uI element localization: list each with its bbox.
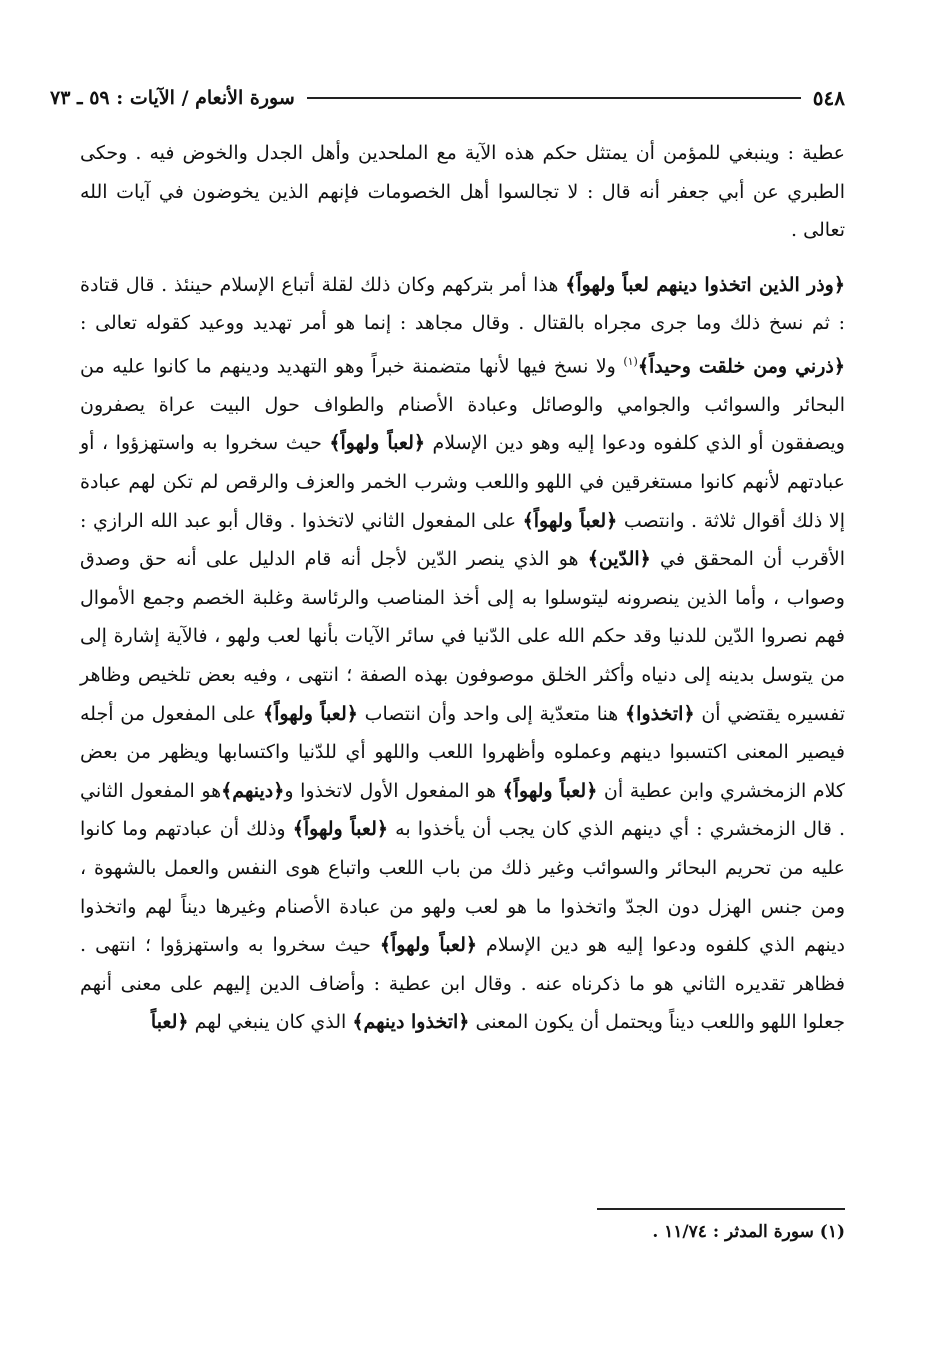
quran-quote: ﴿لعباً — [150, 1011, 189, 1034]
quran-quote: ﴿دينهم﴾ — [221, 779, 285, 802]
page-header — [50, 78, 845, 118]
quran-quote: ﴿لعباً ولهواً﴾ — [522, 509, 618, 532]
quran-quote: ﴿لعباً ولهواً﴾ — [292, 818, 389, 841]
text-run: حيث سخروا به واستهزؤوا ؛ انتهى . فظاهر تقديره الثاني هو ما ذكرناه عنه . وقال ابن عطية : وأضاف الدين إليهم على معنى أنهم جعلوا اللهو واللعب ديناً ويحتمل أن يكون المعنى — [80, 934, 845, 1034]
text-run: هو المفعول الأول لاتخذوا و — [284, 779, 503, 802]
text-run: هو الذي ينصر الدّين لأجل أنه قام الدليل على أنه حق وصدق وصواب ، وأما الذين ينصرونه ليتوسلوا به إلى أخذ المناصب والرئاسة وغلبة الخصم وجمع الأموال فهم نصروا الدّين للدنيا وقد حكم الله على الدّنيا في سائر الآيات بأنها لعب ولهو ، فالآية إشارة إلى من يتوسل بدينه إلى دنياه وأكثر الخلق موصوفون بهذه الصفة ؛ انتهى ، وفيه بعض تلخيص وظاهر تفسيره يقتضي أن — [80, 548, 845, 725]
footnote-rule — [597, 1208, 845, 1210]
text-run: على المفعول من أجله فيصير المعنى اكتسبوا دينهم وعملوه وأظهروا اللعب واللهو أي للدّنيا واكتسابها ويظهر من بعض كلام الزمخشري وابن عطية أن — [80, 702, 845, 802]
text-run: هذا أمر بتركهم وكان ذلك لقلة أتباع الإسلام حينئذ . قال قتادة : ثم نسخ ذلك وما جرى مجراه بالقتال . وقال مجاهد : إنما هو أمر تهديد ووعيد كقوله تعالى : — [80, 273, 845, 335]
paragraph-2 — [80, 266, 845, 1042]
quran-quote: ﴿اتخذوا دينهم﴾ — [352, 1011, 470, 1034]
quran-quote: ﴿لعباً ولهواً﴾ — [329, 432, 425, 455]
quran-quote: ﴿وذر الذين اتخذوا دينهم لعباً ولهواً﴾ — [565, 273, 845, 296]
text-run: هو المفعول الثاني . قال الزمخشري : أي دينهم الذي كان يجب أن يأخذوا به — [80, 779, 845, 841]
text-run: على المفعول الثاني لاتخذوا . وقال أبو عبد الله الرازي : الأقرب أن المحقق في — [80, 509, 845, 571]
quran-quote: ﴿ذرني ومن خلقت وحيداً﴾ — [637, 355, 845, 378]
quran-quote: ﴿لعباً ولهواً﴾ — [502, 779, 598, 802]
quran-quote: ﴿لعباً ولهواً﴾ — [379, 934, 478, 957]
text-run: حيث سخروا به واستهزؤوا ، أو عبادتهم لأنهم كانوا مستغرقين في اللهو واللعب وشرب الخمر والعزف والرقص لم تكن لهم عبادة إلا ذلك أقوال ثلاثة . وانتصب — [80, 432, 845, 532]
text-run: وذلك أن عبادتهم وما كانوا عليه من تحريم البحائر والسوائب وغير ذلك من باب اللعب واتباع هوى النفس والعمل بالشهوة ، ومن جنس الهزل دون الجدّ واتخذوا ما هو لعب ولهو من عبادة الأصنام وغيرها ديناً لهم واتخذوا دينهم الذي كلفوه ودعوا إليه هو دين الإسلام — [80, 818, 845, 957]
header-rule — [307, 97, 801, 99]
footnote: (١) سورة المدثر : ١١/٧٤ . — [652, 1222, 845, 1242]
page-number: ٥٤٨ — [812, 86, 845, 110]
running-title: سورة الأنعام / الآيات : ٥٩ ـ ٧٣ — [50, 87, 295, 109]
text-run: هنا متعدّية إلى واحد وأن انتصاب — [357, 702, 626, 725]
paragraph-1: عطية : وينبغي للمؤمن أن يمتثل حكم هذه الآية مع الملحدين وأهل الجدل والخوض فيه . وحكى الطبري عن أبي جعفر أنه قال : لا تجالسوا أهل الخصومات فإنهم الذين يخوضون في آيات الله تعالى . — [80, 142, 845, 242]
text-run: ولا نسخ فيها لأنها متضمنة خبراً وهو التهديد ودينهم ما كانوا عليه من البحائر والسوائب والجوامي والوصائل وعبادة الأصنام والطواف حول البيت عراة يصفرون ويصفقون أو الذي كلفوه ودعوا إليه وهو دين الإسلام — [80, 355, 845, 455]
text-run: الذي كان ينبغي لهم — [188, 1011, 353, 1034]
quran-quote: ﴿اتخذوا﴾ — [625, 702, 695, 725]
quran-quote: ﴿الدّين﴾ — [587, 548, 651, 571]
main-text — [80, 134, 845, 1042]
quran-quote: ﴿لعباً ولهواً﴾ — [263, 702, 358, 725]
footnote-reference: (١) — [623, 354, 638, 368]
